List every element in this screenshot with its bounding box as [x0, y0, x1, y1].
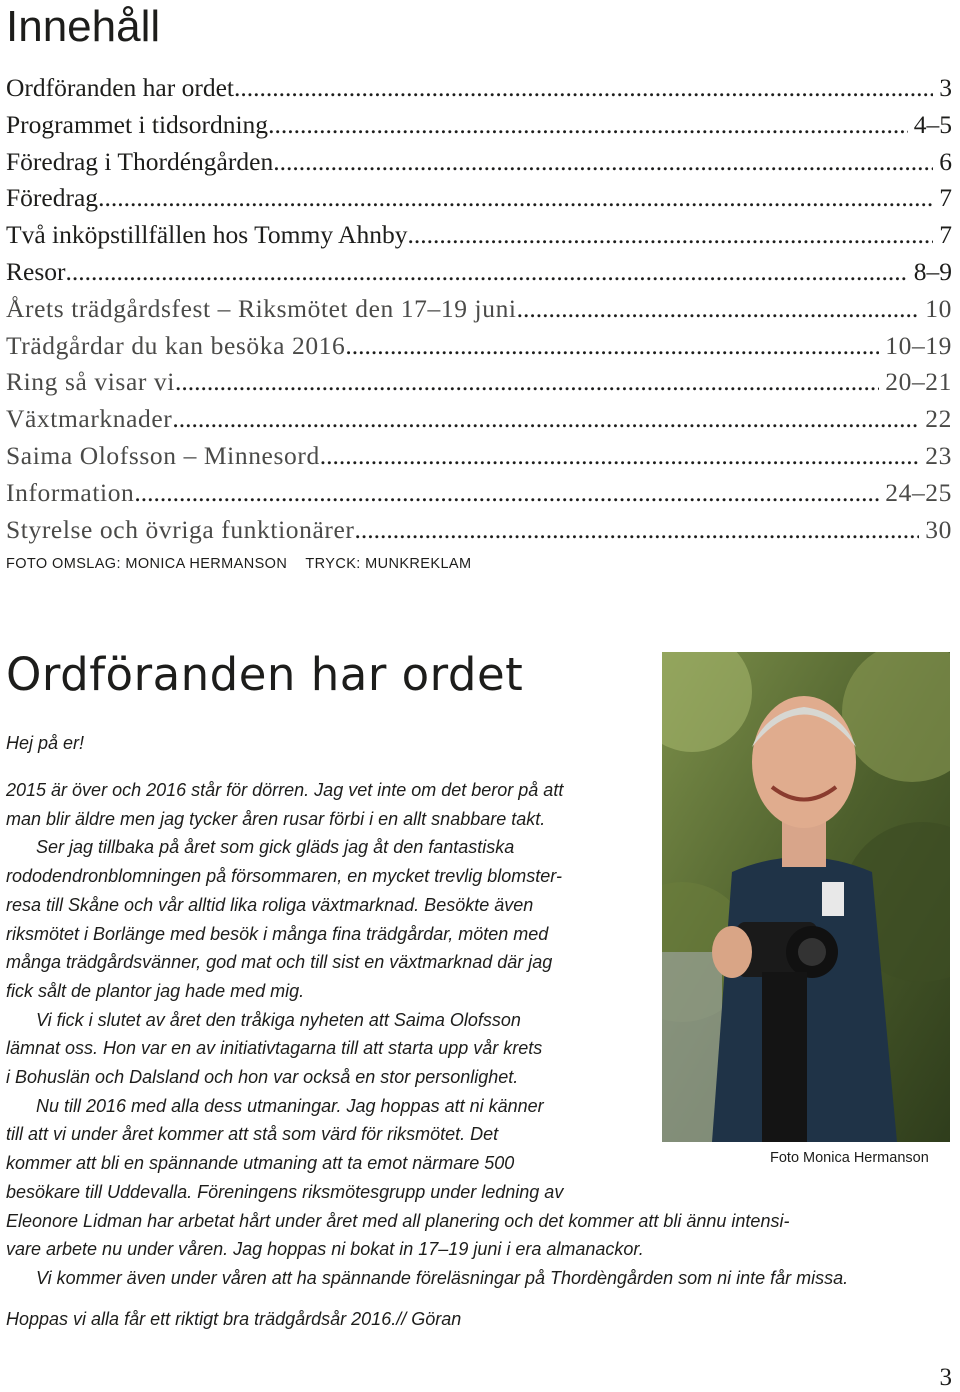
toc-entry [6, 217, 952, 254]
letter-line: Vi kommer även under våren att ha spännande föreläsningar på Thordèngården som ni inte får missa. [36, 1267, 849, 1288]
toc-entry [6, 70, 952, 107]
toc-entry-page: 7 [939, 220, 952, 250]
letter-line: Nu till 2016 med alla dess utmaningar. Jag hoppas att ni känner [36, 1095, 544, 1116]
letter-line: Ser jag tillbaka på året som gick gläds jag åt den fantastiska [36, 837, 515, 858]
toc-entry-page: 20–21 [885, 367, 952, 397]
letter-line: riksmötet i Borlänge med besök i många fina trädgårdar, möten med [6, 923, 549, 944]
toc-entry [6, 328, 952, 365]
toc-title: Innehåll [6, 2, 161, 51]
toc-entry [6, 364, 952, 401]
toc-entry-page: 22 [925, 404, 952, 434]
toc-entry-title: Saima Olofsson – Minnesord [6, 440, 320, 470]
toc-entry [6, 475, 952, 512]
letter-line: många trädgårdsvänner, god mat och till sist en växtmarknad där jag [6, 952, 553, 973]
page-number: 3 [939, 1364, 952, 1391]
toc-leader-dots [345, 328, 879, 365]
toc-entry-page: 10 [925, 293, 952, 323]
letter-line: kommer att bli en spännande utmaning att ta emot närmare 500 [6, 1153, 515, 1174]
letter-line: besökare till Uddevalla. Föreningens riksmötesgrupp under ledning av [6, 1181, 564, 1202]
toc-entry-title: Information [6, 477, 135, 507]
toc-entry [6, 144, 952, 181]
letter-signoff: Hoppas vi alla får ett riktigt bra trädgårdsår 2016.// Göran [6, 1309, 462, 1329]
toc-entry-title: Årets trädgårdsfest – Riksmötet den 17–19 juni [6, 293, 517, 323]
toc-leader-dots [66, 254, 908, 291]
toc-leader-dots [273, 144, 933, 181]
toc-entry [6, 180, 952, 217]
letter-line: fick sålt de plantor jag hade med mig. [6, 980, 305, 1001]
letter-line: till att vi under året kommer att stå som värd för riksmötet. Det [6, 1124, 499, 1145]
toc-entry-page: 8–9 [913, 256, 952, 286]
toc-entry [6, 512, 952, 549]
toc-entry-title: Styrelse och övriga funktionärer [6, 514, 355, 544]
credits-line [6, 556, 485, 572]
toc-leader-dots [172, 401, 919, 438]
toc-leader-dots [234, 70, 933, 107]
letter-greeting: Hej på er! [6, 733, 85, 753]
letter-line: resa till Skåne och vår alltid lika roliga växtmarknad. Besökte även [6, 894, 534, 915]
toc-entry [6, 107, 952, 144]
letter-line: Vi fick i slutet av året den tråkiga nyheten att Saima Olofsson [36, 1009, 521, 1030]
toc-entry-title: Programmet i tidsordning [6, 109, 269, 139]
print-credit: TRYCK: MUNKREKLAM [305, 556, 472, 572]
toc-entry-title: Ring så visar vi [6, 367, 175, 397]
toc-entry [6, 254, 952, 291]
toc-entry-title: Trädgårdar du kan besöka 2016 [6, 330, 346, 360]
toc-entry-page: 23 [925, 440, 952, 470]
letter-line: Eleonore Lidman har arbetat hårt under året med all planering och det kommer att bli ännu intensi- [6, 1210, 790, 1231]
toc-entry-page: 4–5 [913, 109, 952, 139]
toc-entry [6, 438, 952, 475]
letter-line: lämnat oss. Hon var en av initiativtagarna till att starta upp vår krets [6, 1038, 543, 1059]
letter-line: vare arbete nu under våren. Jag hoppas ni bokat in 17–19 juni i era almanackor. [6, 1239, 644, 1260]
toc-leader-dots [354, 512, 919, 549]
toc-leader-dots [175, 364, 879, 401]
toc-entry-page: 7 [939, 183, 952, 213]
toc-entry-title: Två inköpstillfällen hos Tommy Ahnby [6, 220, 408, 250]
letter-title: Ordföranden har ordet [6, 648, 524, 701]
toc-leader-dots [268, 107, 908, 144]
letter-line: rododendronblomningen på försommaren, en mycket trevlig blomster- [6, 866, 562, 887]
toc-entry-title: Ordföranden har ordet [6, 73, 234, 102]
letter-line: 2015 är över och 2016 står för dörren. Jag vet inte om det beror på att [6, 780, 564, 800]
toc-entry-page: 6 [939, 146, 952, 176]
toc-entry-title: Resor [6, 256, 66, 286]
toc-leader-dots [320, 438, 920, 475]
toc-entry [6, 401, 952, 438]
toc-leader-dots [134, 475, 879, 512]
table-of-contents [6, 70, 952, 548]
letter-body [6, 776, 956, 1293]
toc-entry-title: Växtmarknader [6, 404, 173, 434]
toc-entry-page: 10–19 [885, 330, 952, 360]
toc-leader-dots [98, 180, 933, 217]
toc-entry-page: 3 [939, 73, 952, 102]
toc-entry-title: Föredrag i Thordéngården [6, 146, 274, 176]
toc-entry-page: 30 [925, 514, 952, 544]
toc-leader-dots [517, 291, 920, 328]
toc-entry-title: Föredrag [6, 183, 99, 213]
toc-entry-page: 24–25 [885, 477, 952, 507]
cover-photo-credit: FOTO OMSLAG: MONICA HERMANSON [6, 556, 288, 572]
toc-entry [6, 291, 952, 328]
letter-line: i Bohuslän och Dalsland och hon var också en stor personlighet. [6, 1067, 519, 1088]
letter-line: man blir äldre men jag tycker åren rusar förbi i en allt snabbare takt. [6, 808, 546, 829]
photo-caption: Foto Monica Hermanson [770, 1150, 929, 1166]
toc-leader-dots [407, 217, 933, 254]
